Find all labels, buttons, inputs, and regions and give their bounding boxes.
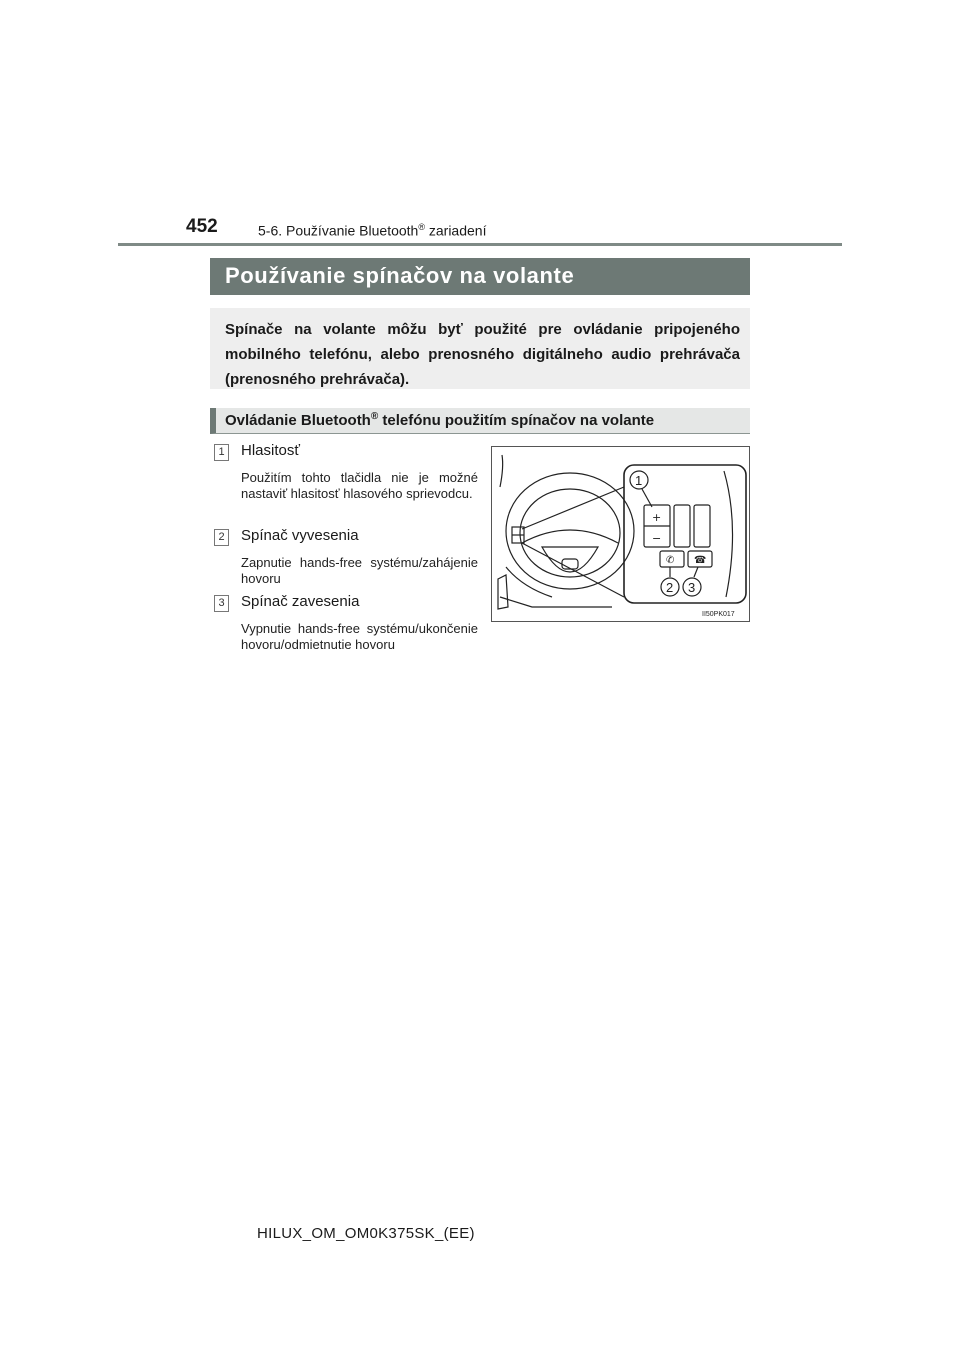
figure-code: II50PK017 (702, 611, 735, 618)
volume-down-icon: − (652, 532, 662, 545)
mode-switch (674, 505, 690, 547)
item-description: Vypnutie hands-free systému/ukončenie hovoru/odmietnutie hovoru (241, 621, 478, 652)
header-rule (118, 243, 842, 246)
dashboard-line (500, 455, 503, 487)
callout-1-label: 1 (635, 473, 643, 488)
item-number-badge: 3 (214, 595, 229, 612)
callout-pointer (642, 489, 652, 507)
section-reference (258, 222, 486, 239)
subheading (210, 408, 750, 434)
on-hook-icon: ☎ (694, 555, 707, 566)
vent (498, 575, 508, 609)
leader-line (522, 487, 624, 529)
intro-box: Spínače na volante môžu byť použité pre ovládanie pripojeného mobilného telefónu, alebo prenosného digitálneho audio prehrávača (prenosného prehrávača). (210, 308, 750, 389)
item-number-badge: 2 (214, 529, 229, 546)
steering-switch-illustration (491, 446, 750, 622)
registered-mark: ® (418, 222, 425, 232)
volume-up-icon: + (652, 511, 662, 524)
registered-mark: ® (370, 411, 379, 422)
item-number-badge: 1 (214, 444, 229, 461)
steering-wheel-spoke (522, 530, 618, 543)
callout-2-label: 2 (666, 580, 674, 595)
voice-switch (694, 505, 710, 547)
footer-document-code: HILUX_OM_OM0K375SK_(EE) (257, 1225, 475, 1242)
page-number: 452 (186, 216, 218, 237)
item-description: Použitím tohto tlačidla nie je možné nastaviť hlasitosť hlasového sprievodcu. (241, 470, 478, 501)
callout-3-label: 3 (688, 580, 696, 595)
item-title: Spínač zavesenia (241, 593, 360, 610)
item-description: Zapnutie hands-free systému/zahájenie hovoru (241, 555, 478, 586)
item-title: Hlasitosť (241, 442, 300, 459)
subheading-prefix: Ovládanie Bluetooth (225, 412, 371, 429)
dashboard-line (500, 597, 612, 607)
page-title: Používanie spínačov na volante (210, 258, 750, 295)
panel-curve (724, 471, 733, 597)
off-hook-icon: ✆ (666, 555, 675, 566)
item-title: Spínač vyvesenia (241, 527, 359, 544)
section-suffix: zariadení (424, 222, 487, 239)
hub-badge (562, 559, 578, 569)
subheading-suffix: telefónu použitím spínačov na volante (378, 412, 655, 429)
section-prefix: 5-6. Používanie Bluetooth (258, 222, 419, 239)
callout-pointer (694, 567, 698, 577)
steering-wheel-rim-inner (520, 489, 620, 577)
